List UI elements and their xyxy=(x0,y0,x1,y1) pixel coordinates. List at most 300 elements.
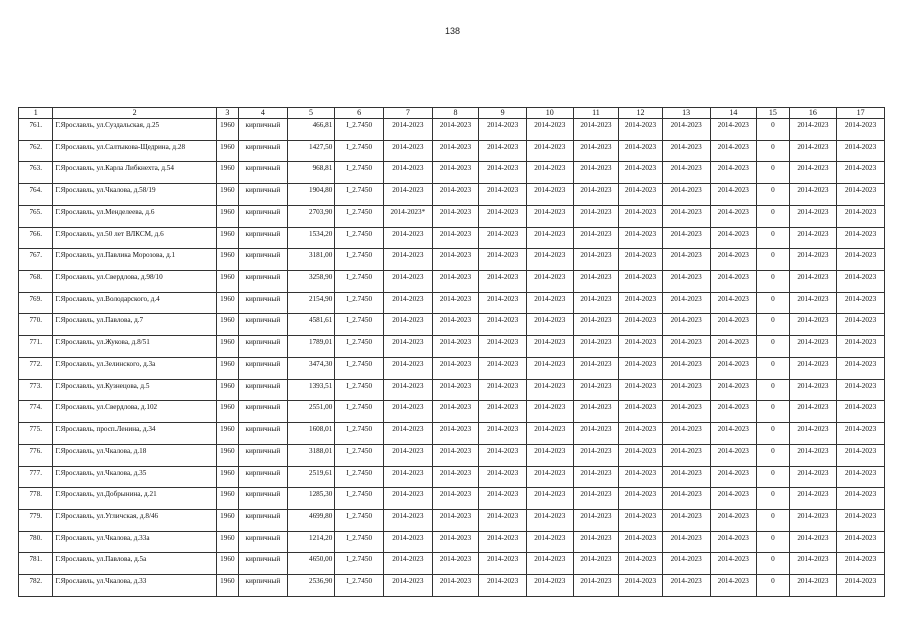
table-cell: кирпичный xyxy=(239,336,288,358)
row-number-cell: 770. xyxy=(19,314,53,336)
table-cell: 0 xyxy=(757,553,789,575)
table-row xyxy=(19,314,885,336)
table-cell: 2014-2023 xyxy=(526,553,573,575)
row-number-cell: 777. xyxy=(19,466,53,488)
table-row xyxy=(19,488,885,510)
address-cell: Г.Ярославль, ул.Салтыкова-Щедрина, д.28 xyxy=(53,140,216,162)
table-cell: 4699,80 xyxy=(287,509,335,531)
table-cell: I_2.7450 xyxy=(335,271,384,293)
table-cell: 2014-2023 xyxy=(662,271,710,293)
table-cell: 2014-2023 xyxy=(479,531,527,553)
table-cell: 2014-2023 xyxy=(526,357,573,379)
table-cell: кирпичный xyxy=(239,444,288,466)
table-row xyxy=(19,509,885,531)
table-cell: 2014-2023 xyxy=(710,401,757,423)
table-cell: 2014-2023 xyxy=(710,140,757,162)
table-cell: 1960 xyxy=(216,357,238,379)
table-cell: 2014-2023 xyxy=(479,509,527,531)
table-cell: 2014-2023 xyxy=(432,336,479,358)
table-cell: 2014-2023 xyxy=(837,336,885,358)
table-cell: 2014-2023 xyxy=(837,466,885,488)
table-cell: 2014-2023 xyxy=(384,184,433,206)
table-row xyxy=(19,119,885,141)
table-cell: 4581,61 xyxy=(287,314,335,336)
table-cell: 2014-2023 xyxy=(619,205,663,227)
table-cell: I_2.7450 xyxy=(335,531,384,553)
table-cell: 2014-2023 xyxy=(384,379,433,401)
table-row xyxy=(19,575,885,597)
table-cell: I_2.7450 xyxy=(335,444,384,466)
table-cell: 2014-2023 xyxy=(837,140,885,162)
table-cell: 2014-2023 xyxy=(710,227,757,249)
row-number-cell: 775. xyxy=(19,423,53,445)
table-row xyxy=(19,553,885,575)
table-cell: 2014-2023 xyxy=(432,357,479,379)
table-cell: I_2.7450 xyxy=(335,466,384,488)
address-cell: Г.Ярославль, ул.50 лет ВЛКСМ, д.6 xyxy=(53,227,216,249)
table-cell: 2014-2023 xyxy=(619,509,663,531)
table-cell: 2014-2023 xyxy=(432,292,479,314)
table-cell: 2014-2023 xyxy=(384,423,433,445)
table-cell: 2014-2023 xyxy=(662,531,710,553)
table-cell: 2014-2023 xyxy=(432,553,479,575)
table-row xyxy=(19,227,885,249)
table-cell: кирпичный xyxy=(239,184,288,206)
table-cell: кирпичный xyxy=(239,292,288,314)
address-cell: Г.Ярославль, ул.Менделеева, д.6 xyxy=(53,205,216,227)
table-cell: 4650,00 xyxy=(287,553,335,575)
table-cell: 2014-2023 xyxy=(384,314,433,336)
table-cell: 2014-2023 xyxy=(384,444,433,466)
row-number-cell: 782. xyxy=(19,575,53,597)
table-cell: 2014-2023 xyxy=(662,314,710,336)
table-cell: 2014-2023 xyxy=(384,119,433,141)
table-cell: 0 xyxy=(757,249,789,271)
table-cell: 0 xyxy=(757,119,789,141)
table-cell: 2014-2023 xyxy=(573,444,619,466)
table-cell: кирпичный xyxy=(239,488,288,510)
table-cell: 2014-2023 xyxy=(526,379,573,401)
address-cell: Г.Ярославль, ул.Жукова, д.8/51 xyxy=(53,336,216,358)
table-cell: 2014-2023 xyxy=(384,531,433,553)
table-cell: 2014-2023 xyxy=(710,488,757,510)
table-cell: 2014-2023 xyxy=(619,575,663,597)
table-cell: 0 xyxy=(757,401,789,423)
table-cell: 2154,90 xyxy=(287,292,335,314)
table-cell: 2014-2023 xyxy=(662,227,710,249)
table-cell: 0 xyxy=(757,292,789,314)
table-cell: 2014-2023 xyxy=(837,553,885,575)
table-cell: 2014-2023 xyxy=(432,314,479,336)
table-cell: 2014-2023 xyxy=(573,271,619,293)
table-cell: 2014-2023 xyxy=(837,314,885,336)
table-cell: 2014-2023 xyxy=(662,575,710,597)
table-row xyxy=(19,357,885,379)
table-cell: 2014-2023 xyxy=(662,205,710,227)
table-cell: 2014-2023 xyxy=(573,140,619,162)
table-cell: I_2.7450 xyxy=(335,119,384,141)
table-cell: 2014-2023* xyxy=(384,205,433,227)
table-cell: 2014-2023 xyxy=(789,162,837,184)
table-cell: кирпичный xyxy=(239,205,288,227)
table-cell: 2014-2023 xyxy=(619,336,663,358)
table-cell: 0 xyxy=(757,444,789,466)
table-cell: 2014-2023 xyxy=(619,466,663,488)
table-cell: 2014-2023 xyxy=(526,336,573,358)
table-cell: 0 xyxy=(757,531,789,553)
table-cell: 1393,51 xyxy=(287,379,335,401)
row-number-cell: 780. xyxy=(19,531,53,553)
table-cell: кирпичный xyxy=(239,227,288,249)
table-cell: кирпичный xyxy=(239,249,288,271)
table-cell: кирпичный xyxy=(239,357,288,379)
table-cell: 2014-2023 xyxy=(526,423,573,445)
address-cell: Г.Ярославль, ул.Свердлова, д.98/10 xyxy=(53,271,216,293)
table-cell: 2014-2023 xyxy=(789,466,837,488)
table-row xyxy=(19,184,885,206)
row-number-cell: 767. xyxy=(19,249,53,271)
table-cell: 2014-2023 xyxy=(432,423,479,445)
table-cell: 2014-2023 xyxy=(710,553,757,575)
row-number-cell: 765. xyxy=(19,205,53,227)
table-cell: 2014-2023 xyxy=(432,401,479,423)
address-cell: Г.Ярославль, ул.Зелинского, д.3а xyxy=(53,357,216,379)
table-cell: 2014-2023 xyxy=(526,466,573,488)
table-cell: 2014-2023 xyxy=(619,292,663,314)
table-cell: 2014-2023 xyxy=(432,271,479,293)
table-cell: 2014-2023 xyxy=(573,184,619,206)
table-body xyxy=(19,119,885,597)
table-cell: 2014-2023 xyxy=(789,140,837,162)
table-cell: 2014-2023 xyxy=(789,423,837,445)
table-cell: 2014-2023 xyxy=(710,444,757,466)
table-cell: 2014-2023 xyxy=(619,314,663,336)
table-cell: 1960 xyxy=(216,444,238,466)
table-cell: 1960 xyxy=(216,184,238,206)
table-cell: 2014-2023 xyxy=(789,531,837,553)
row-number-cell: 772. xyxy=(19,357,53,379)
table-cell: 1960 xyxy=(216,314,238,336)
table-cell: 2014-2023 xyxy=(479,379,527,401)
table-cell: 2014-2023 xyxy=(789,249,837,271)
table-cell: 2014-2023 xyxy=(837,227,885,249)
table-cell: 2014-2023 xyxy=(710,336,757,358)
table-cell: 2014-2023 xyxy=(573,423,619,445)
table-cell: 0 xyxy=(757,357,789,379)
table-cell: 2014-2023 xyxy=(837,357,885,379)
table-cell: 1960 xyxy=(216,488,238,510)
table-cell: 2014-2023 xyxy=(479,466,527,488)
table-cell: 1960 xyxy=(216,575,238,597)
table-cell: 2014-2023 xyxy=(662,140,710,162)
table-cell: 2014-2023 xyxy=(837,444,885,466)
table-cell: 1960 xyxy=(216,271,238,293)
table-cell: 2014-2023 xyxy=(789,336,837,358)
row-number-cell: 776. xyxy=(19,444,53,466)
table-cell: 1960 xyxy=(216,336,238,358)
table-cell: 2014-2023 xyxy=(432,466,479,488)
table-cell: 2014-2023 xyxy=(384,227,433,249)
row-number-cell: 766. xyxy=(19,227,53,249)
table-row xyxy=(19,401,885,423)
column-header-9: 9 xyxy=(479,108,527,119)
table-cell: 2014-2023 xyxy=(662,509,710,531)
table-cell: 2014-2023 xyxy=(432,140,479,162)
table-cell: 2014-2023 xyxy=(662,184,710,206)
table-cell: 2014-2023 xyxy=(662,488,710,510)
table-cell: 2014-2023 xyxy=(526,444,573,466)
table-cell: 2014-2023 xyxy=(573,119,619,141)
table-cell: 2014-2023 xyxy=(384,466,433,488)
table-cell: 2014-2023 xyxy=(789,184,837,206)
table-cell: 2014-2023 xyxy=(526,249,573,271)
table-cell: 2014-2023 xyxy=(384,488,433,510)
table-cell: 1960 xyxy=(216,140,238,162)
table-cell: 2014-2023 xyxy=(573,401,619,423)
column-header-7: 7 xyxy=(384,108,433,119)
table-cell: 2014-2023 xyxy=(384,140,433,162)
table-cell: I_2.7450 xyxy=(335,357,384,379)
table-cell: I_2.7450 xyxy=(335,227,384,249)
table-cell: I_2.7450 xyxy=(335,423,384,445)
table-cell: 2014-2023 xyxy=(384,336,433,358)
table-cell: 2014-2023 xyxy=(619,444,663,466)
row-number-cell: 761. xyxy=(19,119,53,141)
table-cell: 2014-2023 xyxy=(789,509,837,531)
table-cell: 2014-2023 xyxy=(479,140,527,162)
table-cell: 2014-2023 xyxy=(619,401,663,423)
table-cell: 2014-2023 xyxy=(526,162,573,184)
table-cell: 2014-2023 xyxy=(710,531,757,553)
table-cell: кирпичный xyxy=(239,423,288,445)
table-cell: 2014-2023 xyxy=(619,488,663,510)
table-cell: 2014-2023 xyxy=(710,162,757,184)
table-cell: 2014-2023 xyxy=(710,379,757,401)
table-cell: кирпичный xyxy=(239,162,288,184)
table-cell: 2014-2023 xyxy=(479,205,527,227)
column-header-16: 16 xyxy=(789,108,837,119)
table-cell: 1960 xyxy=(216,401,238,423)
table-cell: 2014-2023 xyxy=(789,488,837,510)
table-cell: 2014-2023 xyxy=(837,423,885,445)
table-cell: 2014-2023 xyxy=(479,444,527,466)
table-cell: 1608,01 xyxy=(287,423,335,445)
table-cell: 3474,30 xyxy=(287,357,335,379)
table-cell: 2014-2023 xyxy=(573,575,619,597)
table-cell: 2014-2023 xyxy=(526,488,573,510)
table-cell: 2014-2023 xyxy=(710,509,757,531)
table-cell: 2014-2023 xyxy=(479,488,527,510)
table-cell: 968,81 xyxy=(287,162,335,184)
table-cell: 2014-2023 xyxy=(619,227,663,249)
table-cell: 2014-2023 xyxy=(789,575,837,597)
table-row xyxy=(19,249,885,271)
table-cell: 2014-2023 xyxy=(573,336,619,358)
column-header-11: 11 xyxy=(573,108,619,119)
table-cell: 2014-2023 xyxy=(837,162,885,184)
table-cell: 2014-2023 xyxy=(479,314,527,336)
table-cell: 2014-2023 xyxy=(573,205,619,227)
address-cell: Г.Ярославль, ул.Свердлова, д.102 xyxy=(53,401,216,423)
address-cell: Г.Ярославль, ул.Чкалова, д.35 xyxy=(53,466,216,488)
table-row xyxy=(19,531,885,553)
table-cell: 2014-2023 xyxy=(710,184,757,206)
housing-register-table xyxy=(18,107,885,597)
table-cell: 2014-2023 xyxy=(573,488,619,510)
table-cell: 2014-2023 xyxy=(789,119,837,141)
table-cell: 2014-2023 xyxy=(837,205,885,227)
table-cell: 2014-2023 xyxy=(573,314,619,336)
table-cell: 2014-2023 xyxy=(619,379,663,401)
table-cell: 1789,01 xyxy=(287,336,335,358)
table-cell: 2014-2023 xyxy=(789,357,837,379)
table-cell: кирпичный xyxy=(239,553,288,575)
table-cell: 1960 xyxy=(216,423,238,445)
table-cell: 2014-2023 xyxy=(789,401,837,423)
table-cell: 2014-2023 xyxy=(662,249,710,271)
table-cell: 2014-2023 xyxy=(619,531,663,553)
table-cell: 2014-2023 xyxy=(789,292,837,314)
column-header-15: 15 xyxy=(757,108,789,119)
table-cell: I_2.7450 xyxy=(335,249,384,271)
table-cell: 2014-2023 xyxy=(789,314,837,336)
column-header-1: 1 xyxy=(19,108,53,119)
table-cell: 2014-2023 xyxy=(479,119,527,141)
table-cell: 2014-2023 xyxy=(526,401,573,423)
table-cell: 2014-2023 xyxy=(479,292,527,314)
table-cell: 2014-2023 xyxy=(432,575,479,597)
table-cell: 0 xyxy=(757,466,789,488)
table-cell: 1285,30 xyxy=(287,488,335,510)
address-cell: Г.Ярославль, ул.Суздальская, д.25 xyxy=(53,119,216,141)
column-header-3: 3 xyxy=(216,108,238,119)
table-row xyxy=(19,336,885,358)
table-cell: 2014-2023 xyxy=(837,249,885,271)
table-cell: 2014-2023 xyxy=(479,271,527,293)
table-cell: 3181,00 xyxy=(287,249,335,271)
table-cell: I_2.7450 xyxy=(335,140,384,162)
table-cell: 2014-2023 xyxy=(837,575,885,597)
table-cell: 1960 xyxy=(216,379,238,401)
row-number-cell: 764. xyxy=(19,184,53,206)
table-cell: 2014-2023 xyxy=(384,271,433,293)
table-cell: 2014-2023 xyxy=(837,531,885,553)
table-cell: 2014-2023 xyxy=(837,488,885,510)
table-row xyxy=(19,444,885,466)
table-row xyxy=(19,271,885,293)
row-number-cell: 762. xyxy=(19,140,53,162)
table-cell: 2014-2023 xyxy=(710,292,757,314)
table-cell: I_2.7450 xyxy=(335,401,384,423)
column-header-8: 8 xyxy=(432,108,479,119)
column-header-17: 17 xyxy=(837,108,885,119)
table-cell: 2014-2023 xyxy=(432,119,479,141)
table-cell: 1214,20 xyxy=(287,531,335,553)
table-cell: 0 xyxy=(757,162,789,184)
table-cell: 2014-2023 xyxy=(384,401,433,423)
table-cell: 2014-2023 xyxy=(710,119,757,141)
table-row xyxy=(19,140,885,162)
table-cell: 0 xyxy=(757,575,789,597)
table-row xyxy=(19,162,885,184)
table-cell: 1960 xyxy=(216,466,238,488)
table-cell: 2014-2023 xyxy=(432,531,479,553)
column-header-6: 6 xyxy=(335,108,384,119)
address-cell: Г.Ярославль, ул.Павлова, д.5а xyxy=(53,553,216,575)
table-cell: 2014-2023 xyxy=(526,184,573,206)
table-cell: I_2.7450 xyxy=(335,184,384,206)
row-number-cell: 773. xyxy=(19,379,53,401)
table-cell: 0 xyxy=(757,423,789,445)
address-cell: Г.Ярославль, ул.Павлика Морозова, д.1 xyxy=(53,249,216,271)
table-cell: 1960 xyxy=(216,249,238,271)
address-cell: Г.Ярославль, ул.Павлова, д.7 xyxy=(53,314,216,336)
table-cell: 1904,80 xyxy=(287,184,335,206)
table-cell: 2014-2023 xyxy=(479,357,527,379)
table-cell: 2014-2023 xyxy=(573,249,619,271)
table-cell: I_2.7450 xyxy=(335,553,384,575)
table-cell: 2551,00 xyxy=(287,401,335,423)
table-cell: 2014-2023 xyxy=(384,509,433,531)
table-cell: I_2.7450 xyxy=(335,488,384,510)
table-cell: I_2.7450 xyxy=(335,205,384,227)
table-cell: 466,81 xyxy=(287,119,335,141)
table-cell: 1960 xyxy=(216,509,238,531)
table-cell: I_2.7450 xyxy=(335,575,384,597)
table-cell: 2014-2023 xyxy=(789,553,837,575)
table-cell: 2014-2023 xyxy=(384,249,433,271)
table-row xyxy=(19,292,885,314)
table-cell: 2014-2023 xyxy=(479,162,527,184)
table-cell: 2014-2023 xyxy=(432,249,479,271)
table-cell: 2014-2023 xyxy=(662,292,710,314)
table-cell: 2014-2023 xyxy=(432,488,479,510)
table-cell: 2014-2023 xyxy=(619,184,663,206)
table-cell: 2519,61 xyxy=(287,466,335,488)
table-cell: 2014-2023 xyxy=(662,336,710,358)
table-cell: 0 xyxy=(757,336,789,358)
row-number-cell: 768. xyxy=(19,271,53,293)
table-cell: 2014-2023 xyxy=(384,553,433,575)
table-cell: 2014-2023 xyxy=(432,205,479,227)
table-cell: кирпичный xyxy=(239,531,288,553)
table-cell: 0 xyxy=(757,488,789,510)
table-cell: 2014-2023 xyxy=(526,575,573,597)
table-cell: кирпичный xyxy=(239,271,288,293)
table-row xyxy=(19,379,885,401)
row-number-cell: 779. xyxy=(19,509,53,531)
table-cell: 2014-2023 xyxy=(573,553,619,575)
table-cell: 2014-2023 xyxy=(619,162,663,184)
table-cell: кирпичный xyxy=(239,509,288,531)
table-cell: 1960 xyxy=(216,227,238,249)
table-cell: 2014-2023 xyxy=(662,444,710,466)
table-cell: 2014-2023 xyxy=(526,531,573,553)
table-cell: 2014-2023 xyxy=(619,249,663,271)
table-cell: 2014-2023 xyxy=(619,119,663,141)
table-cell: 2014-2023 xyxy=(710,249,757,271)
table-cell: 2014-2023 xyxy=(479,227,527,249)
table-cell: 2014-2023 xyxy=(526,227,573,249)
table-cell: 2014-2023 xyxy=(662,119,710,141)
table-cell: 2703,90 xyxy=(287,205,335,227)
address-cell: Г.Ярославль, ул.Добрынина, д.21 xyxy=(53,488,216,510)
table-cell: 2014-2023 xyxy=(432,184,479,206)
table-cell: кирпичный xyxy=(239,466,288,488)
address-cell: Г.Ярославль, ул.Кузнецова, д.5 xyxy=(53,379,216,401)
table-cell: 2536,90 xyxy=(287,575,335,597)
table-cell: 2014-2023 xyxy=(432,509,479,531)
